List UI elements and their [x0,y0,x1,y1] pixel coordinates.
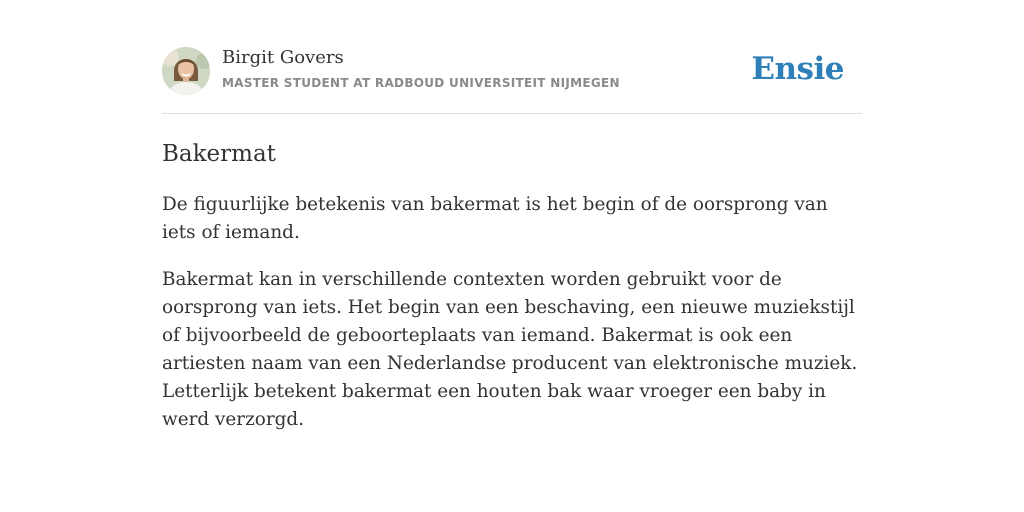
article-paragraph-2: Bakermat kan in verschillende contexten worden gebruikt voor de oorsprong van iets. Het begin van een beschaving, een nieuwe muziekstijl of bijvoorbeeld de geboorteplaats van iemand. Bakermat is ook een artiesten naam van een Nederlandse producent van elektronische muziek. Letterlijk betekent bakermat een houten bak waar vroeger een baby in werd verzorgd. [162,269,858,430]
article-title: Bakermat [162,141,276,167]
article-paragraph-1: De figuurlijke betekenis van bakermat is het begin of de oorsprong van iets of iemand. [162,194,828,243]
author-title: MASTER STUDENT AT RADBOUD UNIVERSITEIT NIJMEGEN [222,76,620,90]
ensie-logo[interactable]: Ensie [751,51,844,87]
definition-card [162,0,862,434]
author-header [162,0,862,114]
avatar-portrait-icon [162,47,210,95]
author-avatar[interactable] [162,47,210,95]
author-name[interactable]: Birgit Govers [222,47,344,68]
